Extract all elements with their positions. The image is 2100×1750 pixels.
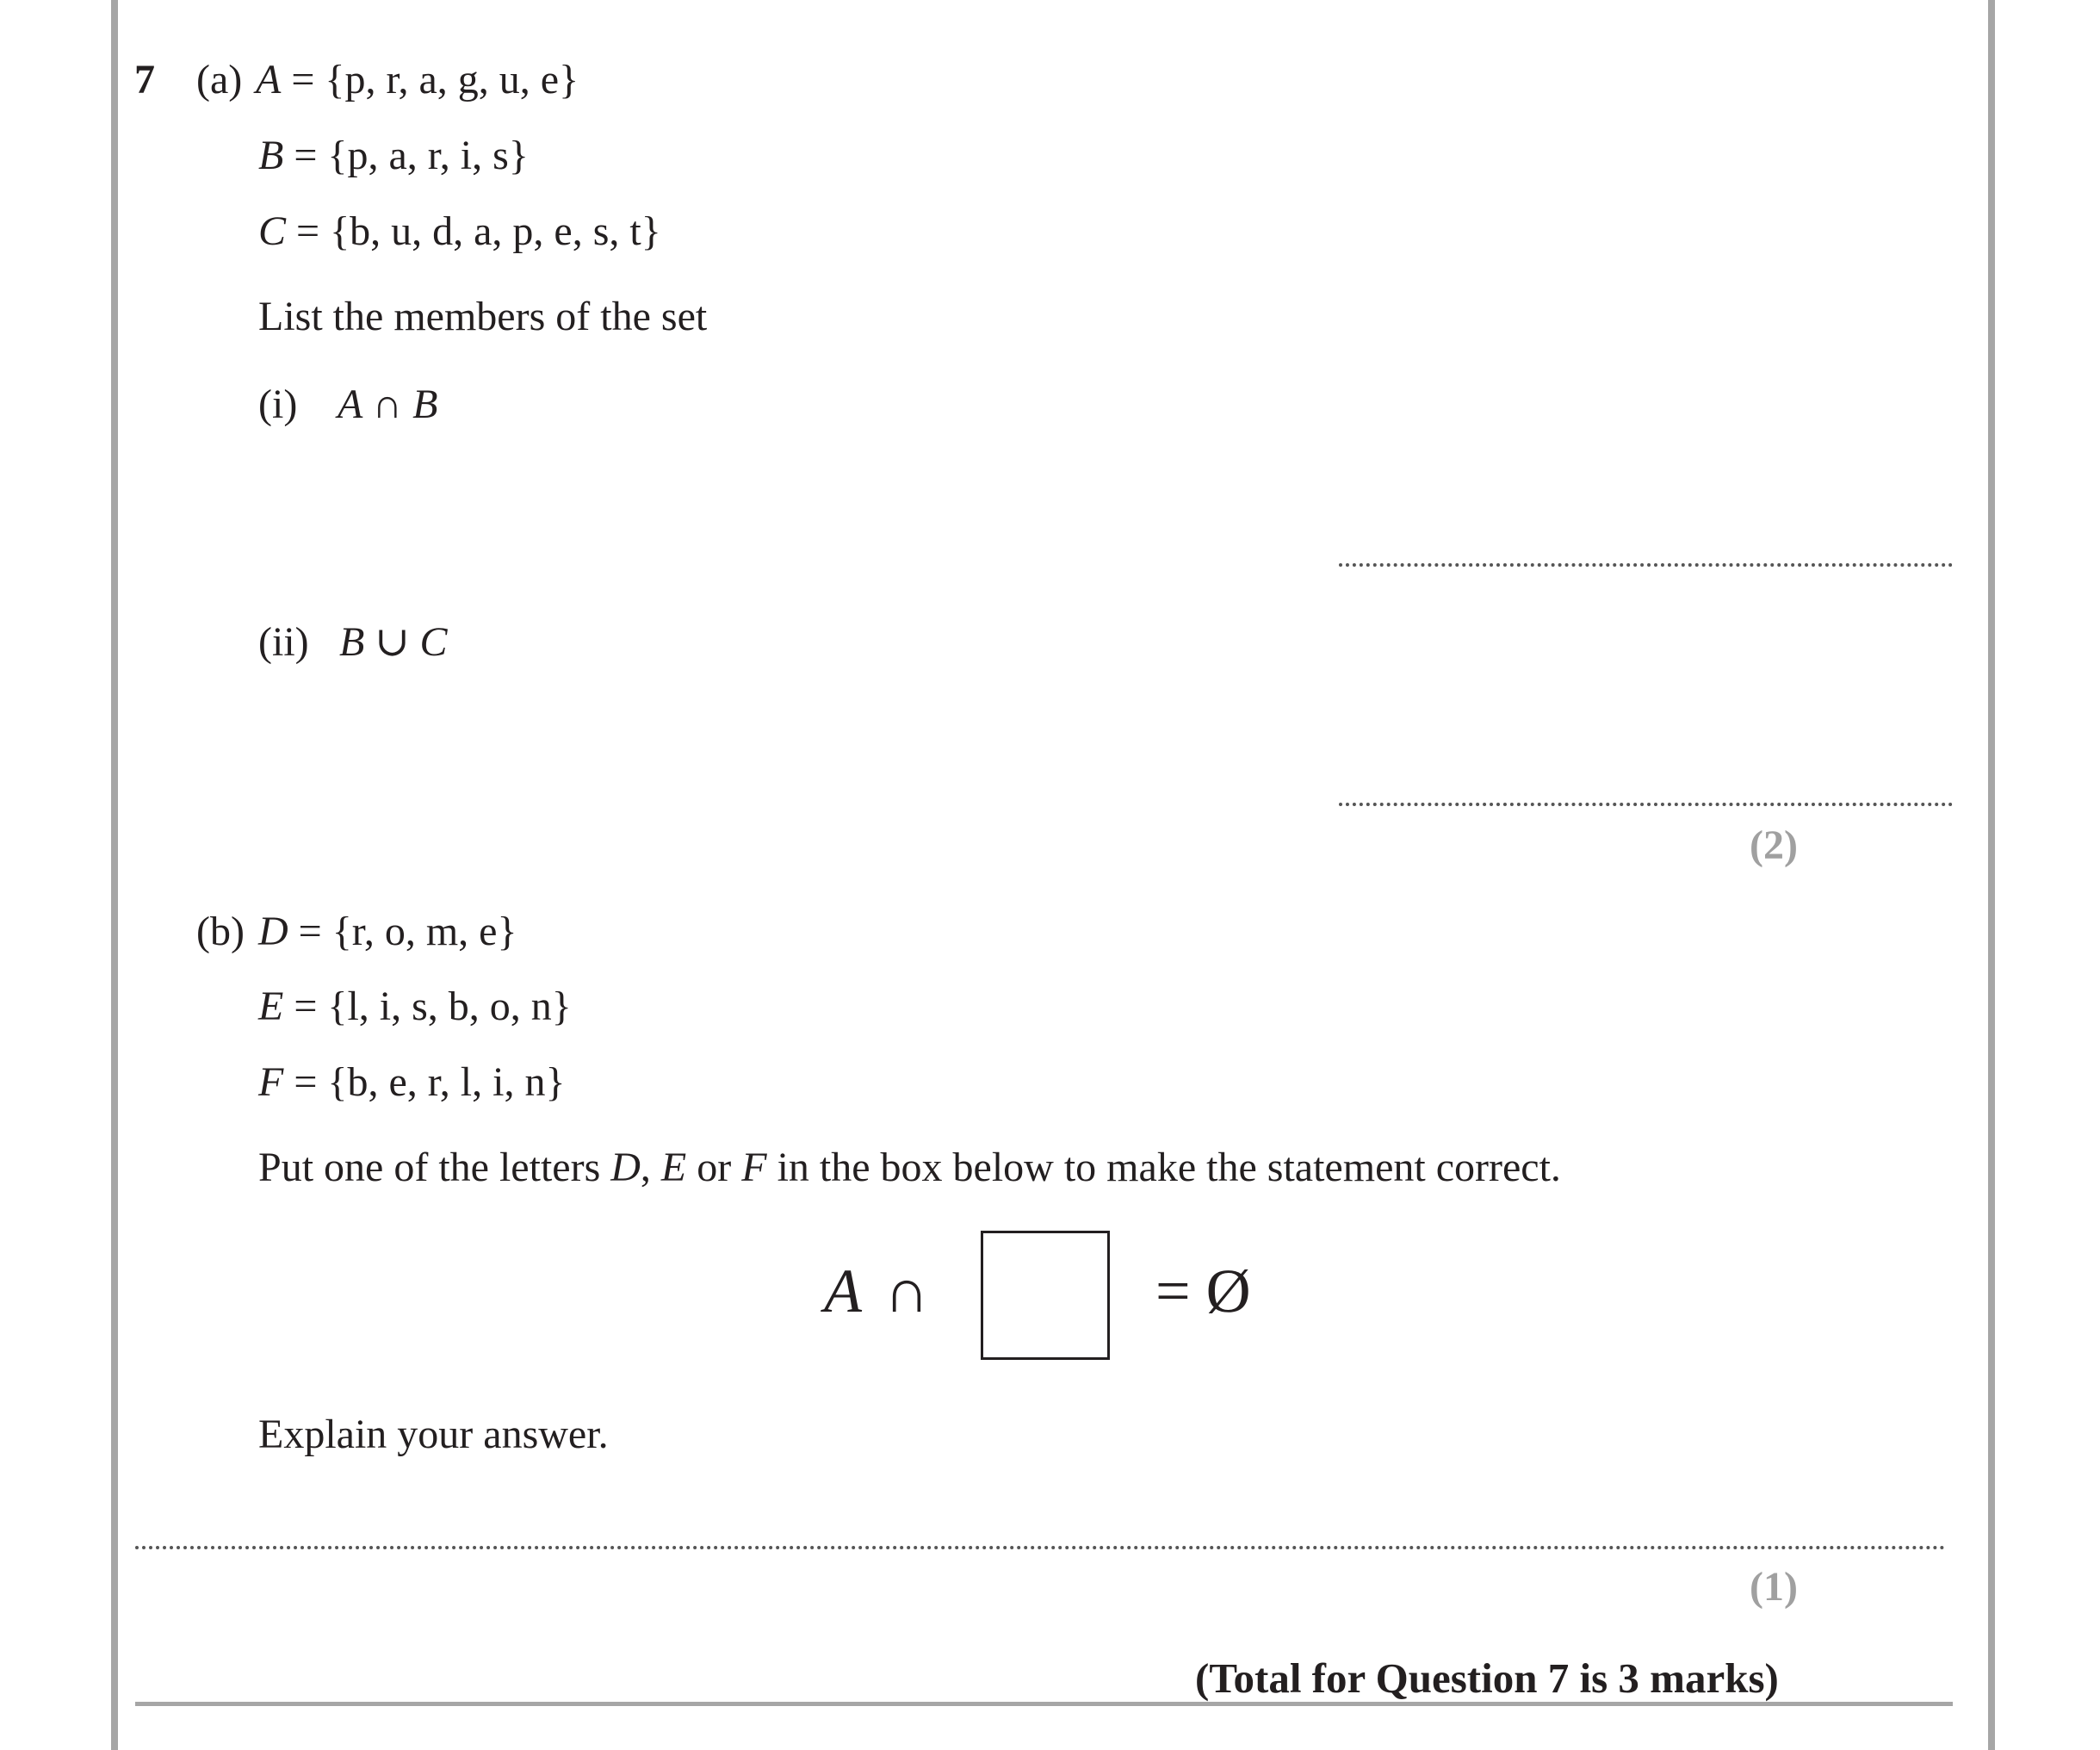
statement-right: = Ø [1155,1257,1251,1325]
set-c-name: C [258,208,287,254]
set-b-name: B [258,133,284,178]
set-e-name: E [258,984,284,1029]
sub-ii-expression: B ∪ C [339,619,448,665]
question-end-rule [135,1702,1953,1706]
set-f-definition [258,1057,566,1108]
explain-answer-line[interactable] [135,1546,1946,1549]
answer-box[interactable] [981,1231,1110,1360]
set-a-definition [256,54,579,106]
set-c-members: = {b, u, d, a, p, e, s, t} [286,208,661,254]
instruction-post: in the box below to make the statement correct. [766,1145,1561,1190]
question-number: 7 [134,57,155,102]
letter-f: F [741,1145,767,1190]
sub-i-expression: A ∩ B [338,382,438,427]
set-f-name: F [258,1059,284,1105]
part-b-label: (b) [196,909,245,954]
answer-line-ii[interactable] [1339,803,1953,806]
set-a-name: A [256,57,282,102]
set-d-definition [258,906,517,958]
instruction-sep2: or [686,1145,742,1190]
instruction-pre: Put one of the letters [258,1145,611,1190]
set-a-members: = {p, r, a, g, u, e} [281,57,579,102]
letter-e: E [660,1145,687,1190]
instruction-sep1: , [640,1145,661,1190]
intersection-symbol: ∩ [884,1257,929,1325]
part-a-label: (a) [196,57,243,102]
part-a-instruction: List the members of the set [258,294,708,339]
part-a-marks: (2) [1750,822,1798,868]
statement-left-set: A [824,1257,862,1325]
sub-ii-label: (ii) [258,619,309,665]
set-e-definition [258,981,572,1033]
sub-i-label: (i) [258,382,298,427]
part-b-marks: (1) [1750,1564,1798,1610]
part-b-instruction [258,1142,1561,1194]
page-border-left [111,0,118,1750]
page-border-right [1988,0,1995,1750]
set-f-members: = {b, e, r, l, i, n} [283,1059,566,1105]
set-b-definition [258,130,529,182]
set-d-name: D [258,909,288,954]
letter-d: D [610,1145,641,1190]
question-total: (Total for Question 7 is 3 marks) [1195,1654,1779,1702]
set-d-members: = {r, o, m, e} [288,909,517,954]
answer-line-i[interactable] [1339,563,1953,567]
explain-prompt: Explain your answer. [258,1412,609,1457]
set-b-members: = {p, a, r, i, s} [283,133,529,178]
set-e-members: = {l, i, s, b, o, n} [283,984,572,1029]
set-c-definition [258,206,661,258]
